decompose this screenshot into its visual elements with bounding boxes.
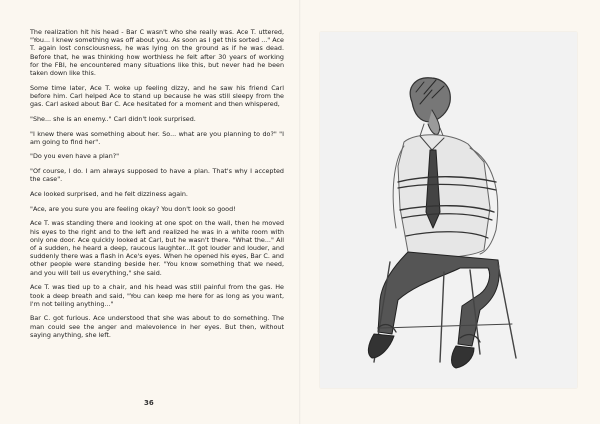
sketch-man-tied-to-chair (320, 32, 577, 388)
paragraph: "I knew there was something about her. So... what are you planning to do?" "I am going to find her". (30, 129, 284, 146)
page-fold (299, 0, 301, 424)
paragraph: Ace T. was standing there and looking at one spot on the wall, then he moved his eyes to the right and to the left and realized he was in a white room with only one door. Ace quickly looked at Carl, but he wasn't there. "What the..." All of a sudden, he heard a deep, raucous laughter...It got louder and louder, and suddenly there was a flash in Ace's eyes. When he opened his eyes, Bar C. and other people were standing beside her. "You know something that we need, and you will tell us everything," she said. (30, 219, 284, 277)
paragraph: "Of course, I do. I am always supposed to have a plan. That's why I accepted the case". (30, 167, 284, 184)
paragraph: The realization hit his head - Bar C wasn't who she really was. Ace T. uttered, "You... I knew something was off about you. As soon as I get this sorted ..." Ace T. again lost consciousness, he was lying on the ground as if he was dead. Before that, he was thinking how worthless he felt after 30 years of working for the FBI, he encountered many situations like this, but never had he been taken down like this. (30, 28, 284, 78)
paragraph: "Do you even have a plan?" (30, 152, 120, 161)
page-number: 36 (144, 399, 154, 407)
paragraph: Bar C. got furious. Ace understood that she was about to do something. The man could see the anger and malevolence in her eyes. But then, without saying anything, she left. (30, 314, 284, 339)
paragraph: Ace looked surprised, and he felt dizziness again. (30, 190, 188, 199)
illustration (320, 32, 577, 388)
paragraph: "She... she is an enemy.." Carl didn't look surprised. (30, 114, 196, 123)
paragraph: Ace T. was tied up to a chair, and his head was still painful from the gas. He took a deep breath and said, "You can keep me here for as long as you want, I'm not telling anything..." (30, 283, 284, 308)
text-page (30, 28, 284, 346)
paragraph: "Ace, are you sure you are feeling okay? You don't look so good! (30, 204, 236, 213)
paragraph: Some time later, Ace T. woke up feeling dizzy, and he saw his friend Carl before him. Carl helped Ace to stand up because he was still sleepy from the gas. Carl asked about Bar C. Ace hesitated for a moment and then whispered, (30, 83, 284, 109)
